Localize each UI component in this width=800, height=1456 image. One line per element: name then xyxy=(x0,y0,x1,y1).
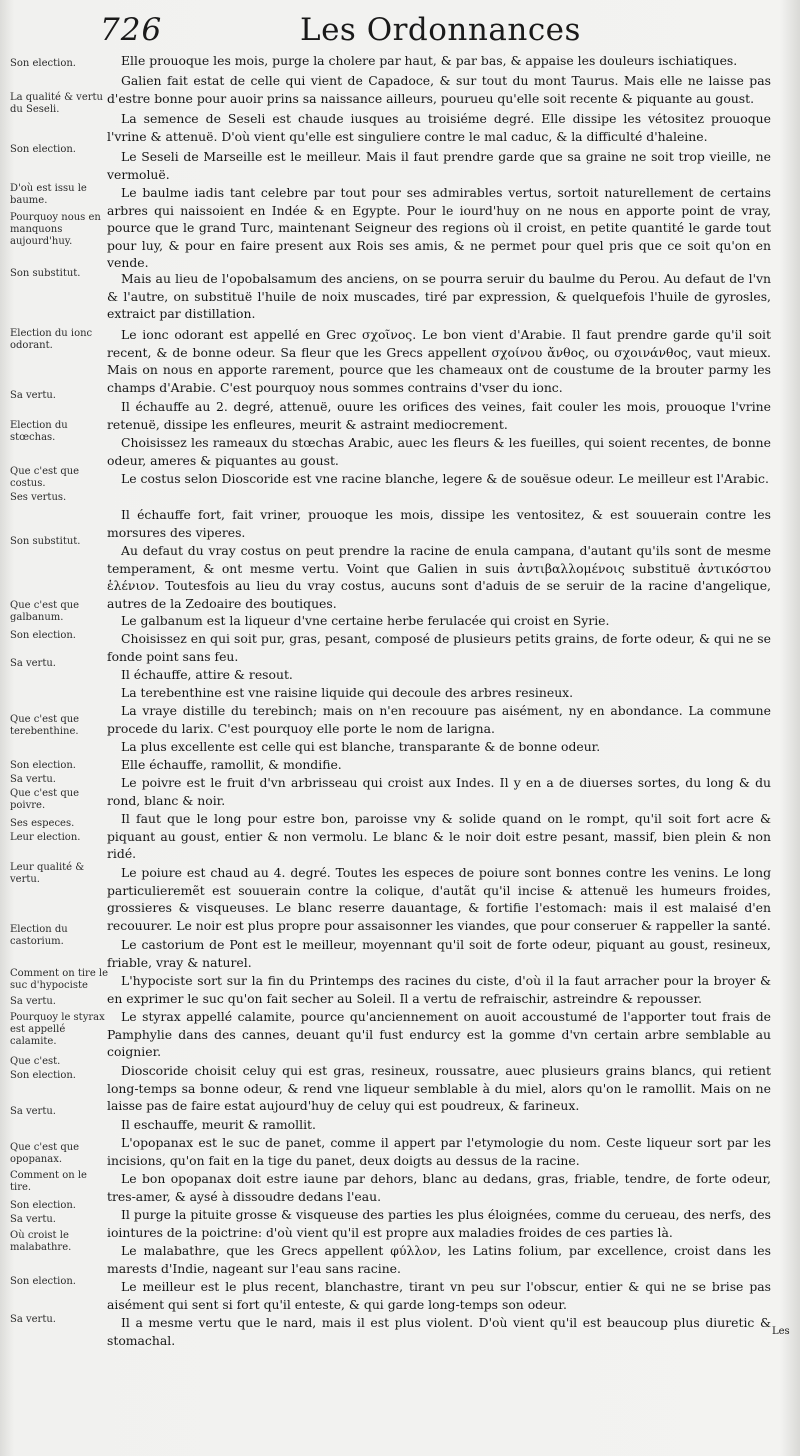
paragraph: Choisissez les rameaux du stœchas Arabic, auec les fleurs & les fueilles, qui soient recentes, de bonne odeur, ameres & piquantes au goust. xyxy=(107,435,771,468)
margin-note: Son election. xyxy=(10,760,76,771)
paragraph: Mais au lieu de l'opobalsamum des anciens, on se pourra seruir du baulme du Perou. Au defaut de l'vn & l'autre, on substituë l'huile de noix muscades, tiré par expression, & quelquefois l'huile de gyrosles, extraict par distillation. xyxy=(107,271,771,322)
paragraph: Le costus selon Dioscoride est vne racine blanche, legere & de souësue odeur. Le meilleur est l'Arabic. xyxy=(121,471,769,486)
paragraph: Galien fait estat de celle qui vient de Capadoce, & sur tout du mont Taurus. Mais elle ne laisse pas d'estre bonne pour auoir prins sa naissance ailleurs, pourueu qu'elle soit recente & piquante au goust. xyxy=(107,73,771,106)
paragraph: Il échauffe fort, fait vriner, prouoque les mois, dissipe les ventositez, & est souuerain contre les morsures des viperes. xyxy=(107,507,771,540)
margin-note: Comment on le tire. xyxy=(10,1170,87,1193)
margin-note: Ses vertus. xyxy=(10,492,67,503)
margin-note: Son election. xyxy=(10,144,76,155)
margin-note: Comment on tire le suc d'hypociste xyxy=(10,968,109,991)
paragraph: Au defaut du vray costus on peut prendre la racine de enula campana, d'autant qu'ils sont de mesme temperament, & ont mesme vertu. Voint que Galien in suis ἀντιβαλλομένοις substituë ἀντικόστου ἑλένιον. Toutesfois au lieu du vray costus, aucuns sont d'aduis de se seruir de la racine d'angelique, autres de la Zedoaire des boutiques. xyxy=(107,543,771,611)
page-number: 726 xyxy=(100,12,163,48)
paragraph: La plus excellente est celle qui est blanche, transparante & de bonne odeur. xyxy=(121,739,601,754)
margin-note: Son election. xyxy=(10,1070,76,1081)
paragraph: Dioscoride choisit celuy qui est gras, resineux, roussatre, auec plusieurs grains blancs, qui retient long-temps sa bonne odeur, & rend vne liqueur semblable à du miel, alors qu'on le ramollit. Mais on ne laisse pas de faire estat aujourd'huy de celuy qui est poudreux, & farineux. xyxy=(107,1063,771,1114)
margin-note: Son substitut. xyxy=(10,536,81,547)
catch-word: Les xyxy=(772,1326,790,1337)
paragraph: Il a mesme vertu que le nard, mais il est plus violent. D'où vient qu'il est beaucoup plus diuretic & stomachal. xyxy=(107,1315,771,1348)
paragraph: Le baulme iadis tant celebre par tout pour ses admirables vertus, sortoit naturellement de certains arbres qui naissoient en Indée & en Egypte. Pour le iourd'huy on ne nous en apporte point de vray, pource que le grand Turc, maintenant Seigneur des regions où il croist, en petite quantité le garde tout pour luy, & pour en faire present aux Rois ses amis, & ne permet pour quel pris que ce soit qu'on en vende. xyxy=(107,185,771,271)
margin-note: Sa vertu. xyxy=(10,1214,56,1225)
margin-note: Que c'est. xyxy=(10,1056,61,1067)
paragraph: L'hypociste sort sur la fin du Printemps des racines du ciste, d'où il la faut arracher pour la broyer & en exprimer le suc qu'on fait secher au Soleil. Il a vertu de refraischir, astreindre & repousser. xyxy=(107,973,771,1006)
margin-note: Que c'est que poivre. xyxy=(10,788,80,811)
paragraph: Le Seseli de Marseille est le meilleur. Mais il faut prendre garde que sa graine ne soit trop vieille, ne vermoluë. xyxy=(107,149,771,182)
margin-note: Election du castorium. xyxy=(10,924,68,947)
paragraph: Il échauffe, attire & resout. xyxy=(121,667,293,682)
margin-note: Son substitut. xyxy=(10,268,81,279)
margin-note: La qualité & vertu du Seseli. xyxy=(10,92,103,115)
paragraph: Le castorium de Pont est le meilleur, moyennant qu'il soit de forte odeur, piquant au goust, resineux, friable, vray & naturel. xyxy=(107,937,771,970)
margin-note: Sa vertu. xyxy=(10,1106,56,1117)
margin-note: Sa vertu. xyxy=(10,390,56,401)
paragraph: Il purge la pituite grosse & visqueuse des parties les plus éloignées, comme du cerueau, des nerfs, des iointures de la poictrine: d'où vient qu'il est propre aux maladies froides de ces parties là. xyxy=(107,1207,771,1240)
paragraph: Le poiure est chaud au 4. degré. Toutes les especes de poiure sont bonnes contre les venins. Le long particulieremẽt est souuerain contre la colique, d'autãt qu'il incise & attenuë les humeurs froides, grossieres & visqueuses. Le blanc reserre dauantage, & fortifie l'estomach: mais il est malaisé d'en recouurer. Le noir est plus propre pour assaisonner les viandes, que pour conseruer & rappeller la santé. xyxy=(107,865,771,933)
margin-note: Leur election. xyxy=(10,832,81,843)
margin-note: Ses especes. xyxy=(10,818,75,829)
paragraph: Le galbanum est la liqueur d'vne certaine herbe ferulacée qui croist en Syrie. xyxy=(121,613,610,628)
running-title: Les Ordonnances xyxy=(300,12,581,48)
margin-note: Où croist le malabathre. xyxy=(10,1230,72,1253)
margin-note: D'où est issu le baume. xyxy=(10,183,87,206)
paragraph: Le malabathre, que les Grecs appellent φύλλον, les Latins folium, par excellence, croist dans les marests d'Indie, nageant sur l'eau sans racine. xyxy=(107,1243,771,1276)
margin-note: Que c'est que terebenthine. xyxy=(10,714,80,737)
paragraph: Le meilleur est le plus recent, blanchastre, tirant vn peu sur l'obscur, entier & qui ne se brise pas aisément qui sent si fort qu'il enteste, & qui garde long-temps son odeur. xyxy=(107,1279,771,1312)
paragraph: Il faut que le long pour estre bon, paroisse vny & solide quand on le rompt, qu'il soit fort acre & piquant au goust, entier & non vermolu. Le blanc & le noir doit estre pesant, massif, bien plein & non ridé. xyxy=(107,811,771,862)
paragraph: Le styrax appellé calamite, pource qu'anciennement on auoit accoustumé de l'apporter tout frais de Pamphylie dans des cannes, deuant qu'il fust endurcy est la gomme d'vn certain arbre semblable au coignier. xyxy=(107,1009,771,1060)
paragraph: Elle prouoque les mois, purge la cholere par haut, & par bas, & appaise les douleurs ischiatiques. xyxy=(121,53,738,68)
body-text xyxy=(107,0,773,1456)
margin-note: Pourquoy le styrax est appellé calamite. xyxy=(10,1012,105,1047)
margin-note: Sa vertu. xyxy=(10,996,56,1007)
margin-note: Que c'est que galbanum. xyxy=(10,600,80,623)
paragraph: L'opopanax est le suc de panet, comme il appert par l'etymologie du nom. Ceste liqueur sort par les incisions, qu'on fait en la tige du panet, deux doigts au dessus de la racine. xyxy=(107,1135,771,1168)
paragraph: La vraye distille du terebinch; mais on n'en recouure pas aisément, ny en abondance. La commune procede du larix. C'est pourquoy elle porte le nom de larigna. xyxy=(107,703,771,736)
paragraph: Choisissez en qui soit pur, gras, pesant, composé de plusieurs petits grains, de forte odeur, & qui ne se fonde point sans feu. xyxy=(107,631,771,664)
paragraph: Il eschauffe, meurit & ramollit. xyxy=(121,1117,316,1132)
margin-note: Que c'est que costus. xyxy=(10,466,80,489)
margin-note: Son election. xyxy=(10,630,76,641)
margin-note: Son election. xyxy=(10,1276,76,1287)
paragraph: Le poivre est le fruit d'vn arbrisseau qui croist aux Indes. Il y en a de diuerses sortes, du long & du rond, blanc & noir. xyxy=(107,775,771,808)
margin-note: Pourquoy nous en manquons aujourd'huy. xyxy=(10,212,101,247)
margin-note: Leur qualité & vertu. xyxy=(10,862,85,885)
paragraph: Il échauffe au 2. degré, attenuë, ouure les orifices des veines, fait couler les mois, prouoque l'vrine retenuë, dissipe les enfleures, meurit & astraint mediocrement. xyxy=(107,399,771,432)
margin-note: Sa vertu. xyxy=(10,1314,56,1325)
margin-note: Election du ionc odorant. xyxy=(10,328,93,351)
margin-note: Que c'est que opopanax. xyxy=(10,1142,80,1165)
margin-note: Election du stœchas. xyxy=(10,420,68,443)
margin-notes xyxy=(10,0,110,1456)
paragraph: Elle échauffe, ramollit, & mondifie. xyxy=(121,757,342,772)
margin-note: Son election. xyxy=(10,58,76,69)
paragraph: Le bon opopanax doit estre iaune par dehors, blanc au dedans, gras, friable, tendre, de forte odeur, tres-amer, & aysé à dissoudre dedans l'eau. xyxy=(107,1171,771,1204)
margin-note: Son election. xyxy=(10,1200,76,1211)
paragraph: Le ionc odorant est appellé en Grec σχοῖνος. Le bon vient d'Arabie. Il faut prendre garde qu'il soit recent, & de bonne odeur. Sa fleur que les Grecs appellent σχοίνου ἄνθος, ou σχοινάνθος, vaut mieux. Mais on nous en apporte rarement, pource que les chameaux ont de coustume de la brouter parmy les champs d'Arabie. C'est pourquoy nous sommes contrains d'vser du ionc. xyxy=(107,327,771,395)
margin-note: Sa vertu. xyxy=(10,774,56,785)
paragraph: La semence de Seseli est chaude iusques au troisiéme degré. Elle dissipe les vétositez prouoque l'vrine & attenuë. D'où vient qu'elle est singuliere contre le mal caduc, & la difficulté d'haleine. xyxy=(107,111,771,144)
margin-note: Sa vertu. xyxy=(10,658,56,669)
paragraph: La terebenthine est vne raisine liquide qui decoule des arbres resineux. xyxy=(121,685,574,700)
